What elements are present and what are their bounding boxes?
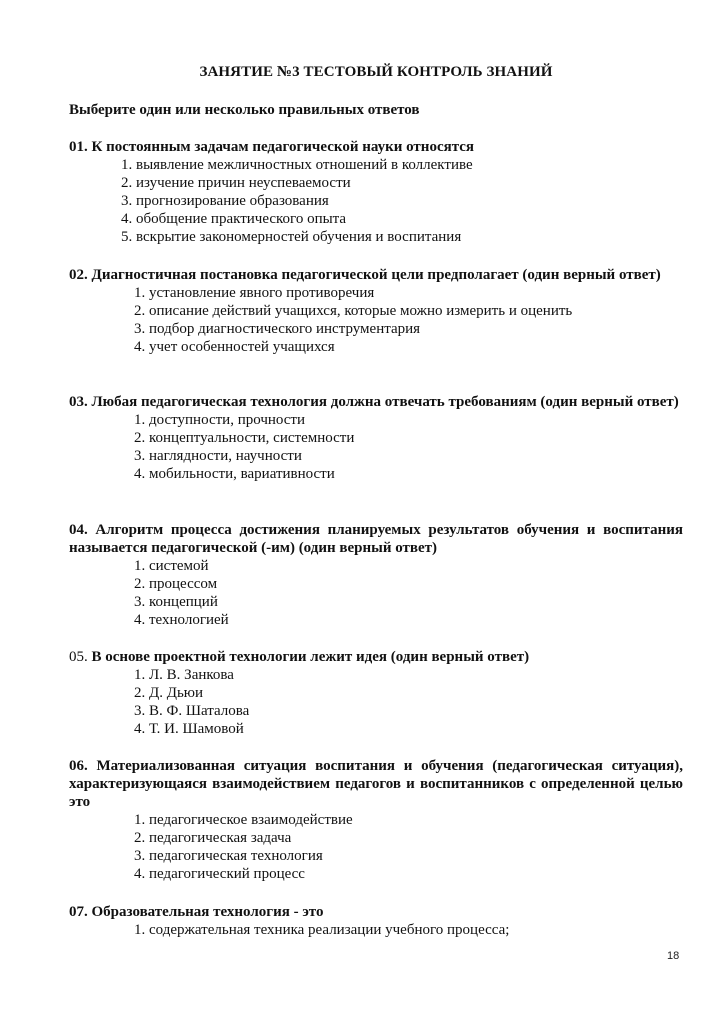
option: 3. прогнозирование образования	[121, 193, 329, 209]
option: 2. концептуальности, системности	[134, 430, 355, 446]
question-4	[69, 521, 683, 629]
option: 1. установление явного противоречия	[134, 285, 375, 301]
option: 2. педагогическая задача	[134, 830, 292, 846]
options-list	[69, 921, 683, 939]
options-list	[69, 411, 683, 483]
question-text: 03. Любая педагогическая технология должна отвечать требованиям (один верный ответ)	[69, 394, 679, 410]
question-text: 01. К постоянным задачам педагогической науки относятся	[69, 139, 475, 155]
option: 3. педагогическая технология	[134, 848, 323, 864]
option: 4. обобщение практического опыта	[121, 211, 347, 227]
options-list	[69, 156, 683, 246]
option: 1. Л. В. Занкова	[134, 667, 234, 683]
option: 1. содержательная техника реализации учебного процесса;	[134, 922, 510, 938]
options-list	[69, 666, 683, 738]
page-number: 18	[667, 950, 680, 962]
question-text: 06. Материализованная ситуация воспитания и обучения (педагогическая ситуация), характеризующаяся взаимодействием педагогов и воспитанников с определенной целью это	[69, 758, 683, 810]
option: 4. технологией	[134, 612, 229, 628]
option: 1. системой	[134, 558, 209, 574]
option: 4. мобильности, вариативности	[134, 466, 335, 482]
option: 3. концепций	[134, 594, 218, 610]
options-list	[69, 557, 683, 629]
option: 2. описание действий учащихся, которые можно измерить и оценить	[134, 303, 573, 319]
option: 3. подбор диагностического инструментария	[134, 321, 421, 337]
option: 5. вскрытие закономерностей обучения и воспитания	[121, 229, 462, 245]
question-6	[69, 757, 683, 883]
question-text: 04. Алгоритм процесса достижения планируемых результатов обучения и воспитания называется педагогической (-им) (один верный ответ)	[69, 522, 683, 556]
options-list	[69, 811, 683, 883]
question-text: 02. Диагностичная постановка педагогической цели предполагает (один верный ответ)	[69, 267, 661, 283]
option: 2. изучение причин неуспеваемости	[121, 175, 351, 191]
option: 2. процессом	[134, 576, 218, 592]
option: 4. педагогический процесс	[134, 866, 305, 882]
option: 2. Д. Дьюи	[134, 685, 204, 701]
option: 4. Т. И. Шамовой	[134, 721, 244, 737]
option: 3. наглядности, научности	[134, 448, 302, 464]
question-5	[69, 648, 683, 738]
question-1	[69, 138, 683, 246]
question-text: 05. В основе проектной технологии лежит идея (один верный ответ)	[69, 649, 530, 665]
option: 1. выявление межличностных отношений в коллективе	[121, 157, 473, 173]
page-title: ЗАНЯТИЕ №3 ТЕСТОВЫЙ КОНТРОЛЬ ЗНАНИЙ	[199, 64, 553, 80]
instruction: Выберите один или несколько правильных ответов	[69, 102, 420, 118]
option: 3. В. Ф. Шаталова	[134, 703, 250, 719]
options-list	[69, 284, 683, 356]
option: 4. учет особенностей учащихся	[134, 339, 335, 355]
question-text: 07. Образовательная технология - это	[69, 904, 324, 920]
question-7	[69, 903, 683, 939]
question-3	[69, 393, 683, 483]
option: 1. доступности, прочности	[134, 412, 306, 428]
option: 1. педагогическое взаимодействие	[134, 812, 353, 828]
question-2	[69, 266, 683, 356]
